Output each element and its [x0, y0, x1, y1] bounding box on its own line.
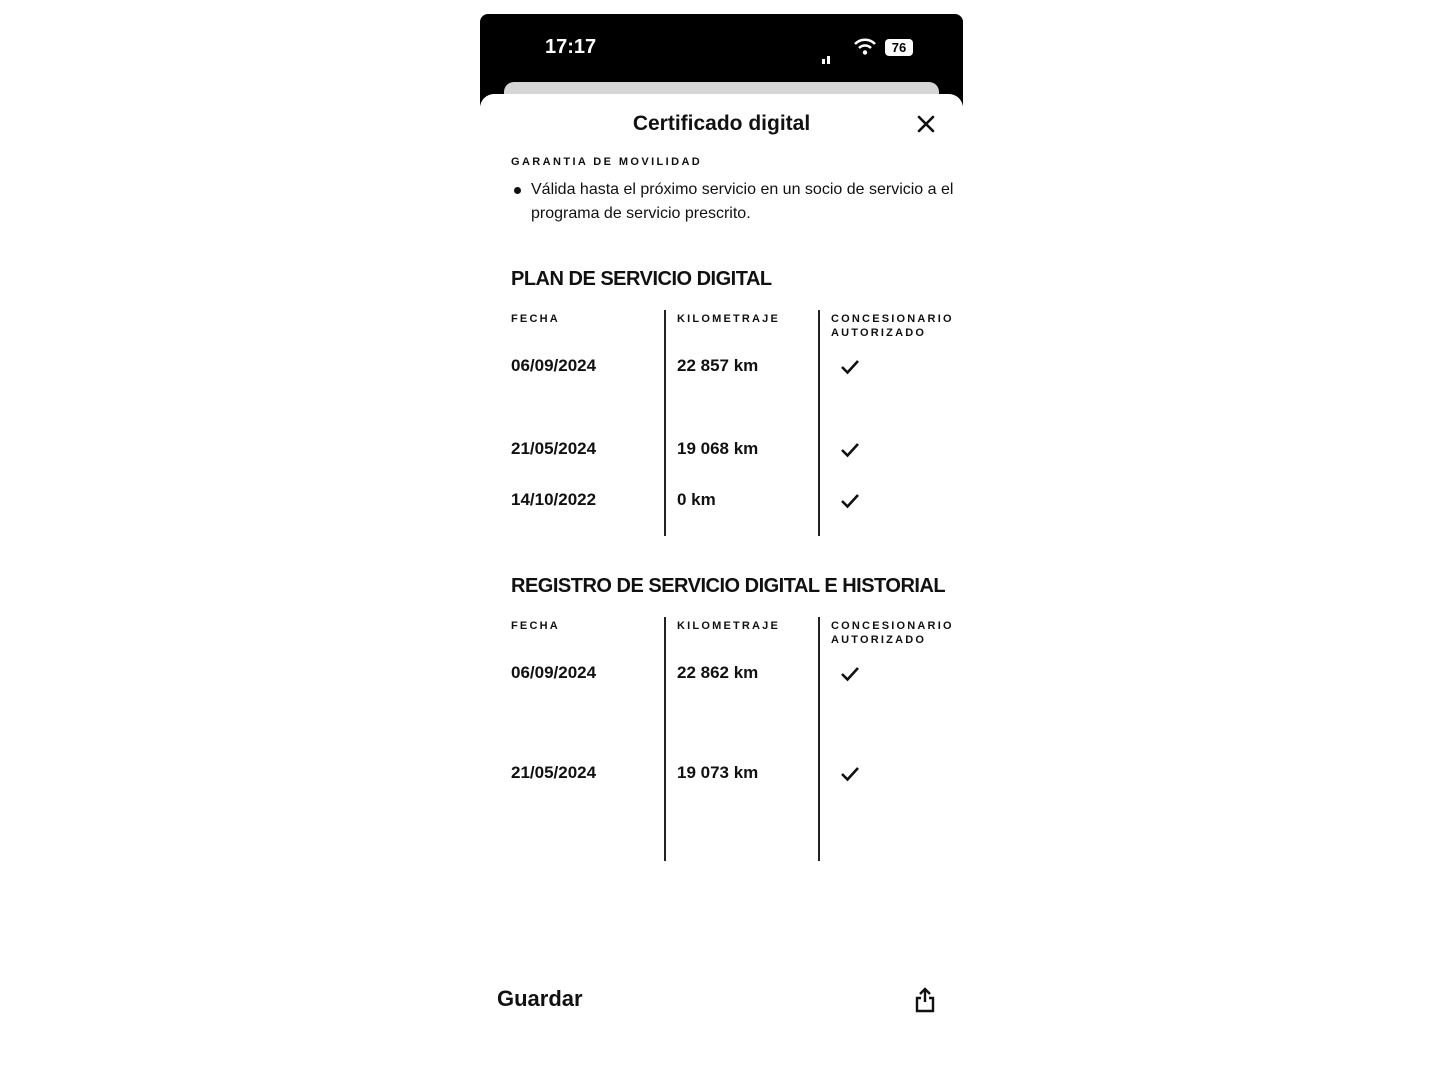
history-table — [511, 617, 961, 861]
history-row-km: 19 073 km — [677, 763, 759, 782]
column-divider — [818, 310, 820, 536]
col-header-dealer: CONCESIONARIO AUTORIZADO — [831, 313, 954, 339]
status-time: 17:17 — [545, 36, 597, 58]
check-icon — [840, 442, 860, 458]
history-section-title: REGISTRO DE SERVICIO DIGITAL E HISTORIAL — [511, 575, 946, 597]
plan-row-date: 14/10/2022 — [511, 490, 597, 509]
battery-indicator: 76 — [885, 39, 913, 56]
mobility-bullet: Válida hasta el próximo servicio en un socio de servicio a el programa de servicio prescrito. — [511, 178, 981, 226]
page-title: Certificado digital — [632, 112, 811, 135]
share-icon[interactable] — [914, 987, 936, 1013]
history-row-date: 06/09/2024 — [511, 663, 597, 682]
column-divider — [664, 310, 666, 536]
col-header-km: KILOMETRAJE — [677, 313, 781, 325]
check-icon — [840, 766, 860, 782]
plan-row-date: 21/05/2024 — [511, 439, 597, 458]
check-icon — [840, 666, 860, 682]
column-divider — [818, 617, 820, 861]
certificate-sheet — [480, 94, 963, 1080]
check-icon — [840, 493, 860, 509]
plan-row-km: 22 857 km — [677, 356, 759, 375]
plan-row-km: 19 068 km — [677, 439, 759, 458]
col-header-dealer: CONCESIONARIO AUTORIZADO — [831, 620, 954, 646]
mobility-kicker: GARANTIA DE MOVILIDAD — [511, 156, 703, 168]
plan-table — [511, 310, 961, 536]
plan-row-date: 06/09/2024 — [511, 356, 597, 375]
col-header-date: FECHA — [511, 620, 560, 632]
column-divider — [664, 617, 666, 861]
close-icon[interactable] — [914, 112, 938, 136]
signal-icon — [822, 46, 832, 64]
history-row-km: 22 862 km — [677, 663, 759, 682]
history-row-date: 21/05/2024 — [511, 763, 597, 782]
phone-screen — [480, 14, 963, 1080]
check-icon — [840, 359, 860, 375]
save-button[interactable]: Guardar — [497, 986, 583, 1011]
wifi-icon — [854, 38, 876, 56]
col-header-date: FECHA — [511, 313, 560, 325]
col-header-km: KILOMETRAJE — [677, 620, 781, 632]
plan-section-title: PLAN DE SERVICIO DIGITAL — [511, 268, 772, 290]
plan-row-km: 0 km — [677, 490, 716, 509]
